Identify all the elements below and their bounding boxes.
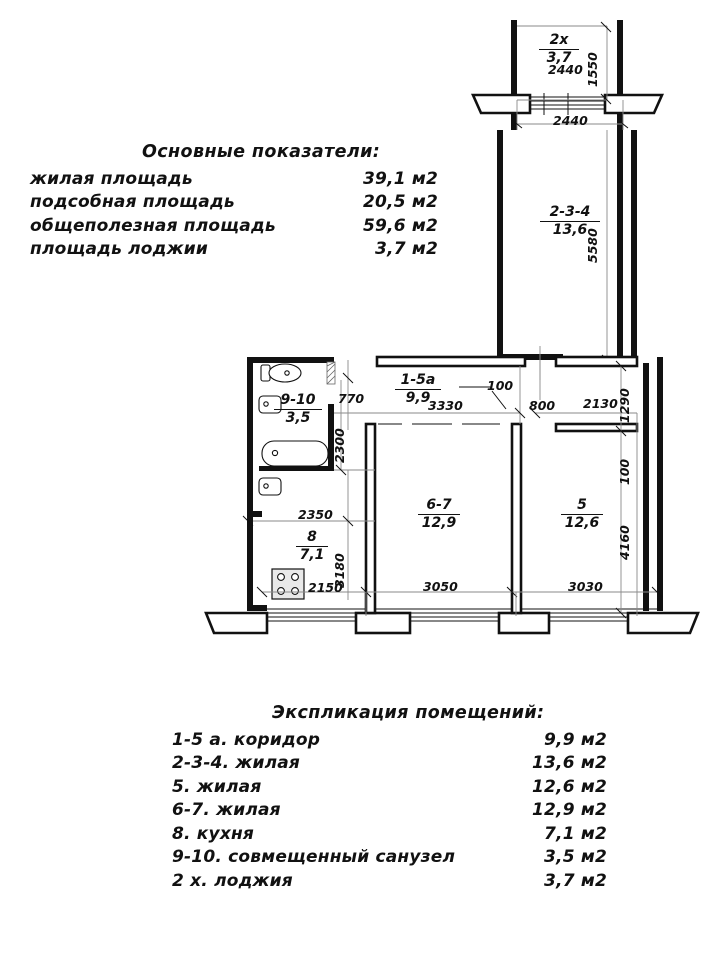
summary-row-value: 59,6 м2 <box>363 215 438 236</box>
legend-row-value: 3,5 м2 <box>544 847 607 868</box>
dim-living67-width: 3050 <box>423 579 458 594</box>
dim-door-800: 800 <box>529 398 556 413</box>
dim-living234-depth: 5580 <box>585 228 600 263</box>
legend-row-value: 12,9 м2 <box>532 800 607 821</box>
room-tag-loggia-num: 2х <box>539 33 579 50</box>
pier-bottom-right <box>628 613 698 633</box>
loggia-wall-left <box>511 20 517 102</box>
dim-corridor-run: 3330 <box>428 398 463 413</box>
legend-row-value: 13,6 м2 <box>532 753 607 774</box>
partition-corridor-room67 <box>366 424 375 613</box>
legend-row <box>150 752 620 775</box>
legend-row-label: 5. жилая <box>172 776 262 797</box>
legend-row-label: 6-7. жилая <box>172 800 281 821</box>
pier-bottom-left <box>206 613 267 633</box>
room234-wall-left <box>497 130 503 360</box>
room-tag-kitchen-area: 7,1 <box>299 546 325 563</box>
room-tag-living67-area: 12,9 <box>421 514 457 531</box>
dim-bath-door: 770 <box>338 391 365 406</box>
legend-row-label: 2-3-4. жилая <box>172 753 301 774</box>
legend-row-value: 7,1 м2 <box>544 823 607 844</box>
legend-row-label: 2 х. лоджия <box>172 870 293 891</box>
legend-row-label: 1-5 а. коридор <box>172 730 321 750</box>
bath-door-hatch <box>327 362 335 384</box>
dim-loggia-width-outer: 2440 <box>553 113 588 128</box>
pier-bottom-2 <box>499 613 549 633</box>
legend-row-value: 3,7 м2 <box>544 870 607 891</box>
loggia-wall-right <box>617 20 623 102</box>
wall-top-corridor <box>377 357 525 366</box>
bottom-window-band <box>267 609 657 621</box>
summary-row <box>30 168 450 191</box>
summary-row-value: 20,5 м2 <box>363 192 438 213</box>
partition-room67-room5 <box>512 424 521 613</box>
room-tag-living67-num: 6-7 <box>418 498 460 515</box>
loggia-flange-right <box>605 95 662 113</box>
plan-dimension-lines <box>243 346 662 618</box>
room-tag-living234-num: 2-3-4 <box>540 205 600 222</box>
summary-title: Основные показатели: <box>142 142 381 162</box>
pier-bottom-1 <box>356 613 410 633</box>
dim-kitchen-depth: 3180 <box>332 553 347 588</box>
dim-span-2130: 2130 <box>583 396 618 411</box>
legend-title: Экспликация помещений: <box>272 703 545 723</box>
legend-row-value: 12,6 м2 <box>532 776 607 797</box>
summary-row-label: жилая площадь <box>30 169 193 189</box>
room234-wall-right-inner <box>617 130 623 360</box>
summary-row-label: площадь лоджии <box>30 239 208 260</box>
summary-row <box>30 215 450 238</box>
partition-room5-top <box>556 424 637 431</box>
dim-vert-1290: 1290 <box>617 388 632 423</box>
legend-row-label: 9-10. совмещенный санузел <box>172 847 456 868</box>
wall-exterior-right-inner <box>643 363 649 611</box>
room234-dimension-5580 <box>602 130 612 365</box>
room-tag-living5 <box>561 498 603 530</box>
dim-vert-4160: 4160 <box>617 525 632 560</box>
sink-icon-kitchen <box>259 478 281 495</box>
legend-row-value: 9,9 м2 <box>544 730 607 750</box>
room-tag-corridor-num: 1-5а <box>395 373 441 390</box>
bathtub-icon <box>262 441 328 466</box>
summary-row <box>30 238 450 261</box>
legend-row-label: 8. кухня <box>172 823 255 844</box>
dim-stove-offset: 2150 <box>308 580 343 595</box>
dim-vert-100: 100 <box>617 458 632 485</box>
room-tag-bathroom-num: 9-10 <box>274 393 322 410</box>
loggia-glazing <box>530 93 605 115</box>
dim-loggia-depth: 1550 <box>585 52 600 87</box>
dim-wall-100-a: 100 <box>487 378 514 393</box>
dim-bath-depth: 2300 <box>332 428 347 463</box>
wall-exterior-right <box>657 357 663 611</box>
legend-row <box>150 729 620 752</box>
summary-row-value: 3,7 м2 <box>375 239 438 260</box>
room234-wall-right <box>631 130 637 360</box>
room-tag-living234-area: 13,6 <box>552 221 588 238</box>
room-tag-loggia-area: 3,7 <box>546 49 572 66</box>
wall-bottom-left-stub <box>247 605 267 611</box>
bath-wall-bottom <box>259 466 334 471</box>
room-tag-corridor-area: 9,9 <box>405 389 431 406</box>
legend-row <box>150 776 620 799</box>
dim-kitchen-width: 2350 <box>298 507 333 522</box>
dim-living5-width: 3030 <box>568 579 603 594</box>
dim-loggia-width-inner: 2440 <box>548 62 583 77</box>
room-tag-bathroom <box>274 393 322 425</box>
wall-top-left <box>253 357 328 363</box>
legend-row <box>150 846 620 869</box>
wall-top-right <box>556 357 637 366</box>
room-tag-living5-area: 12,6 <box>564 514 600 531</box>
room-tag-kitchen <box>296 530 328 562</box>
summary-row <box>30 191 450 214</box>
legend-row <box>150 870 620 893</box>
stove-icon <box>272 569 304 599</box>
legend-row <box>150 823 620 846</box>
toilet-icon <box>261 364 301 382</box>
room-tag-living5-num: 5 <box>561 498 603 515</box>
loggia-flange-left <box>473 95 530 113</box>
summary-row-label: подсобная площадь <box>30 192 235 213</box>
legend-block <box>150 703 620 893</box>
room-tag-kitchen-num: 8 <box>296 530 328 547</box>
room-tag-living67 <box>418 498 460 530</box>
room-tag-bathroom-area: 3,5 <box>285 409 311 426</box>
summary-row-label: общеполезная площадь <box>30 215 276 236</box>
summary-block <box>30 142 450 262</box>
room-tag-loggia <box>539 33 579 65</box>
summary-row-value: 39,1 м2 <box>363 169 438 189</box>
legend-row <box>150 799 620 822</box>
